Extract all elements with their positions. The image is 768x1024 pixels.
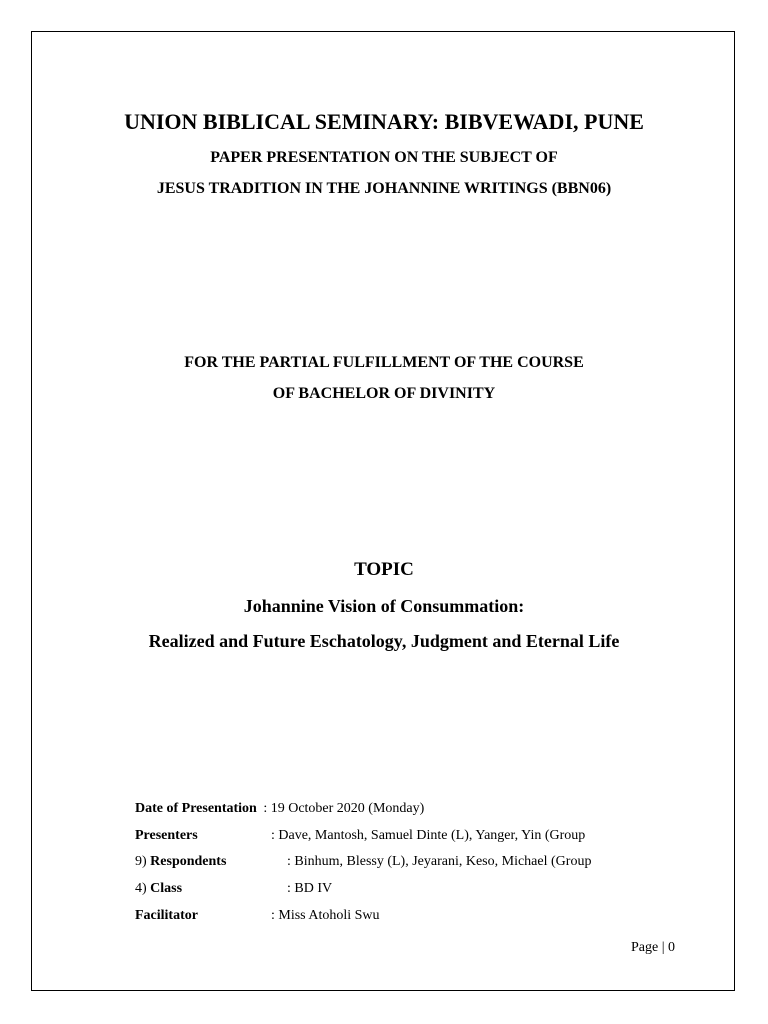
date-row bbox=[135, 796, 424, 823]
facilitator-label: Facilitator bbox=[135, 907, 198, 923]
topic-title-line-2: Realized and Future Eschatology, Judgment and Eternal Life bbox=[148, 631, 620, 651]
facilitator-row bbox=[135, 903, 424, 930]
respondents-row bbox=[135, 849, 592, 876]
respondents-label: Respondents bbox=[150, 854, 227, 870]
purpose-line-2: OF BACHELOR OF DIVINITY bbox=[272, 385, 496, 402]
topic-heading: TOPIC bbox=[354, 559, 414, 580]
presenters-row bbox=[135, 823, 586, 850]
respondents-value: : Binhum, Blessy (L), Jeyarani, Keso, Michael (Group bbox=[287, 854, 592, 870]
respondents-prefix: 9) bbox=[135, 854, 151, 870]
date-value: : 19 October 2020 (Monday) bbox=[263, 801, 425, 816]
topic-title-line-1: Johannine Vision of Consummation: bbox=[243, 596, 525, 616]
class-row bbox=[135, 876, 424, 903]
subject-line-1: PAPER PRESENTATION ON THE SUBJECT OF bbox=[210, 149, 558, 166]
date-label: Date of Presentation bbox=[135, 801, 257, 816]
presenters-label: Presenters bbox=[135, 827, 198, 843]
presenters-value: : Dave, Mantosh, Samuel Dinte (L), Yanger, Yin (Group bbox=[271, 827, 586, 843]
class-label: Class bbox=[150, 881, 183, 897]
purpose-line-1: FOR THE PARTIAL FULFILLMENT OF THE COURSE bbox=[184, 354, 584, 371]
subject-line-2: JESUS TRADITION IN THE JOHANNINE WRITINGS (BBN06) bbox=[156, 180, 612, 197]
page-number: Page | 0 bbox=[631, 940, 676, 955]
class-value: : BD IV bbox=[287, 881, 333, 897]
presentation-details bbox=[135, 796, 592, 929]
class-prefix: 4) bbox=[135, 881, 151, 897]
facilitator-value: : Miss Atoholi Swu bbox=[271, 907, 380, 923]
institution-title: UNION BIBLICAL SEMINARY: BIBVEWADI, PUNE bbox=[124, 109, 644, 134]
